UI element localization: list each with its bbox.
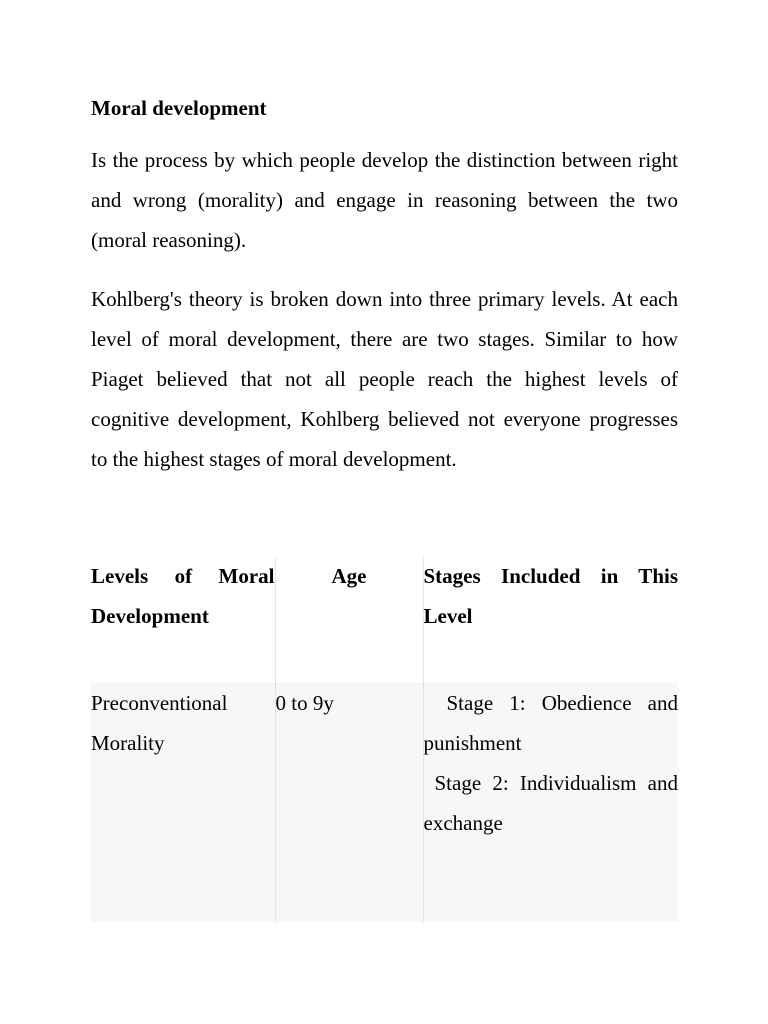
stage-item: Stage 1: Obedience and punishment xyxy=(423,691,678,755)
table-row xyxy=(91,683,678,922)
header-age: Age xyxy=(275,556,423,683)
definition-paragraph: Is the process by which people develop the distinction between right and wrong (morality) and engage in reasoning between the two (moral reasoning). xyxy=(91,148,678,252)
table-header-row xyxy=(91,556,678,683)
stages-cell xyxy=(423,683,678,922)
stage-item: Stage 2: Individualism and exchange xyxy=(423,771,678,835)
age-cell: 0 to 9y xyxy=(275,683,423,922)
level-cell: Preconventional Morality xyxy=(91,683,275,922)
kohlberg-paragraph: Kohlberg's theory is broken down into three primary levels. At each level of moral development, there are two stages. Similar to how Piaget believed that not all people reach the highest levels of cognitive development, Kohlberg believed not everyone progresses to the highest stages of moral development. xyxy=(91,287,678,471)
moral-development-table xyxy=(91,556,678,922)
header-levels: Levels of Moral Development xyxy=(91,564,275,628)
header-stages: Stages Included in This Level xyxy=(423,556,678,683)
section-heading: Moral development xyxy=(91,96,267,120)
